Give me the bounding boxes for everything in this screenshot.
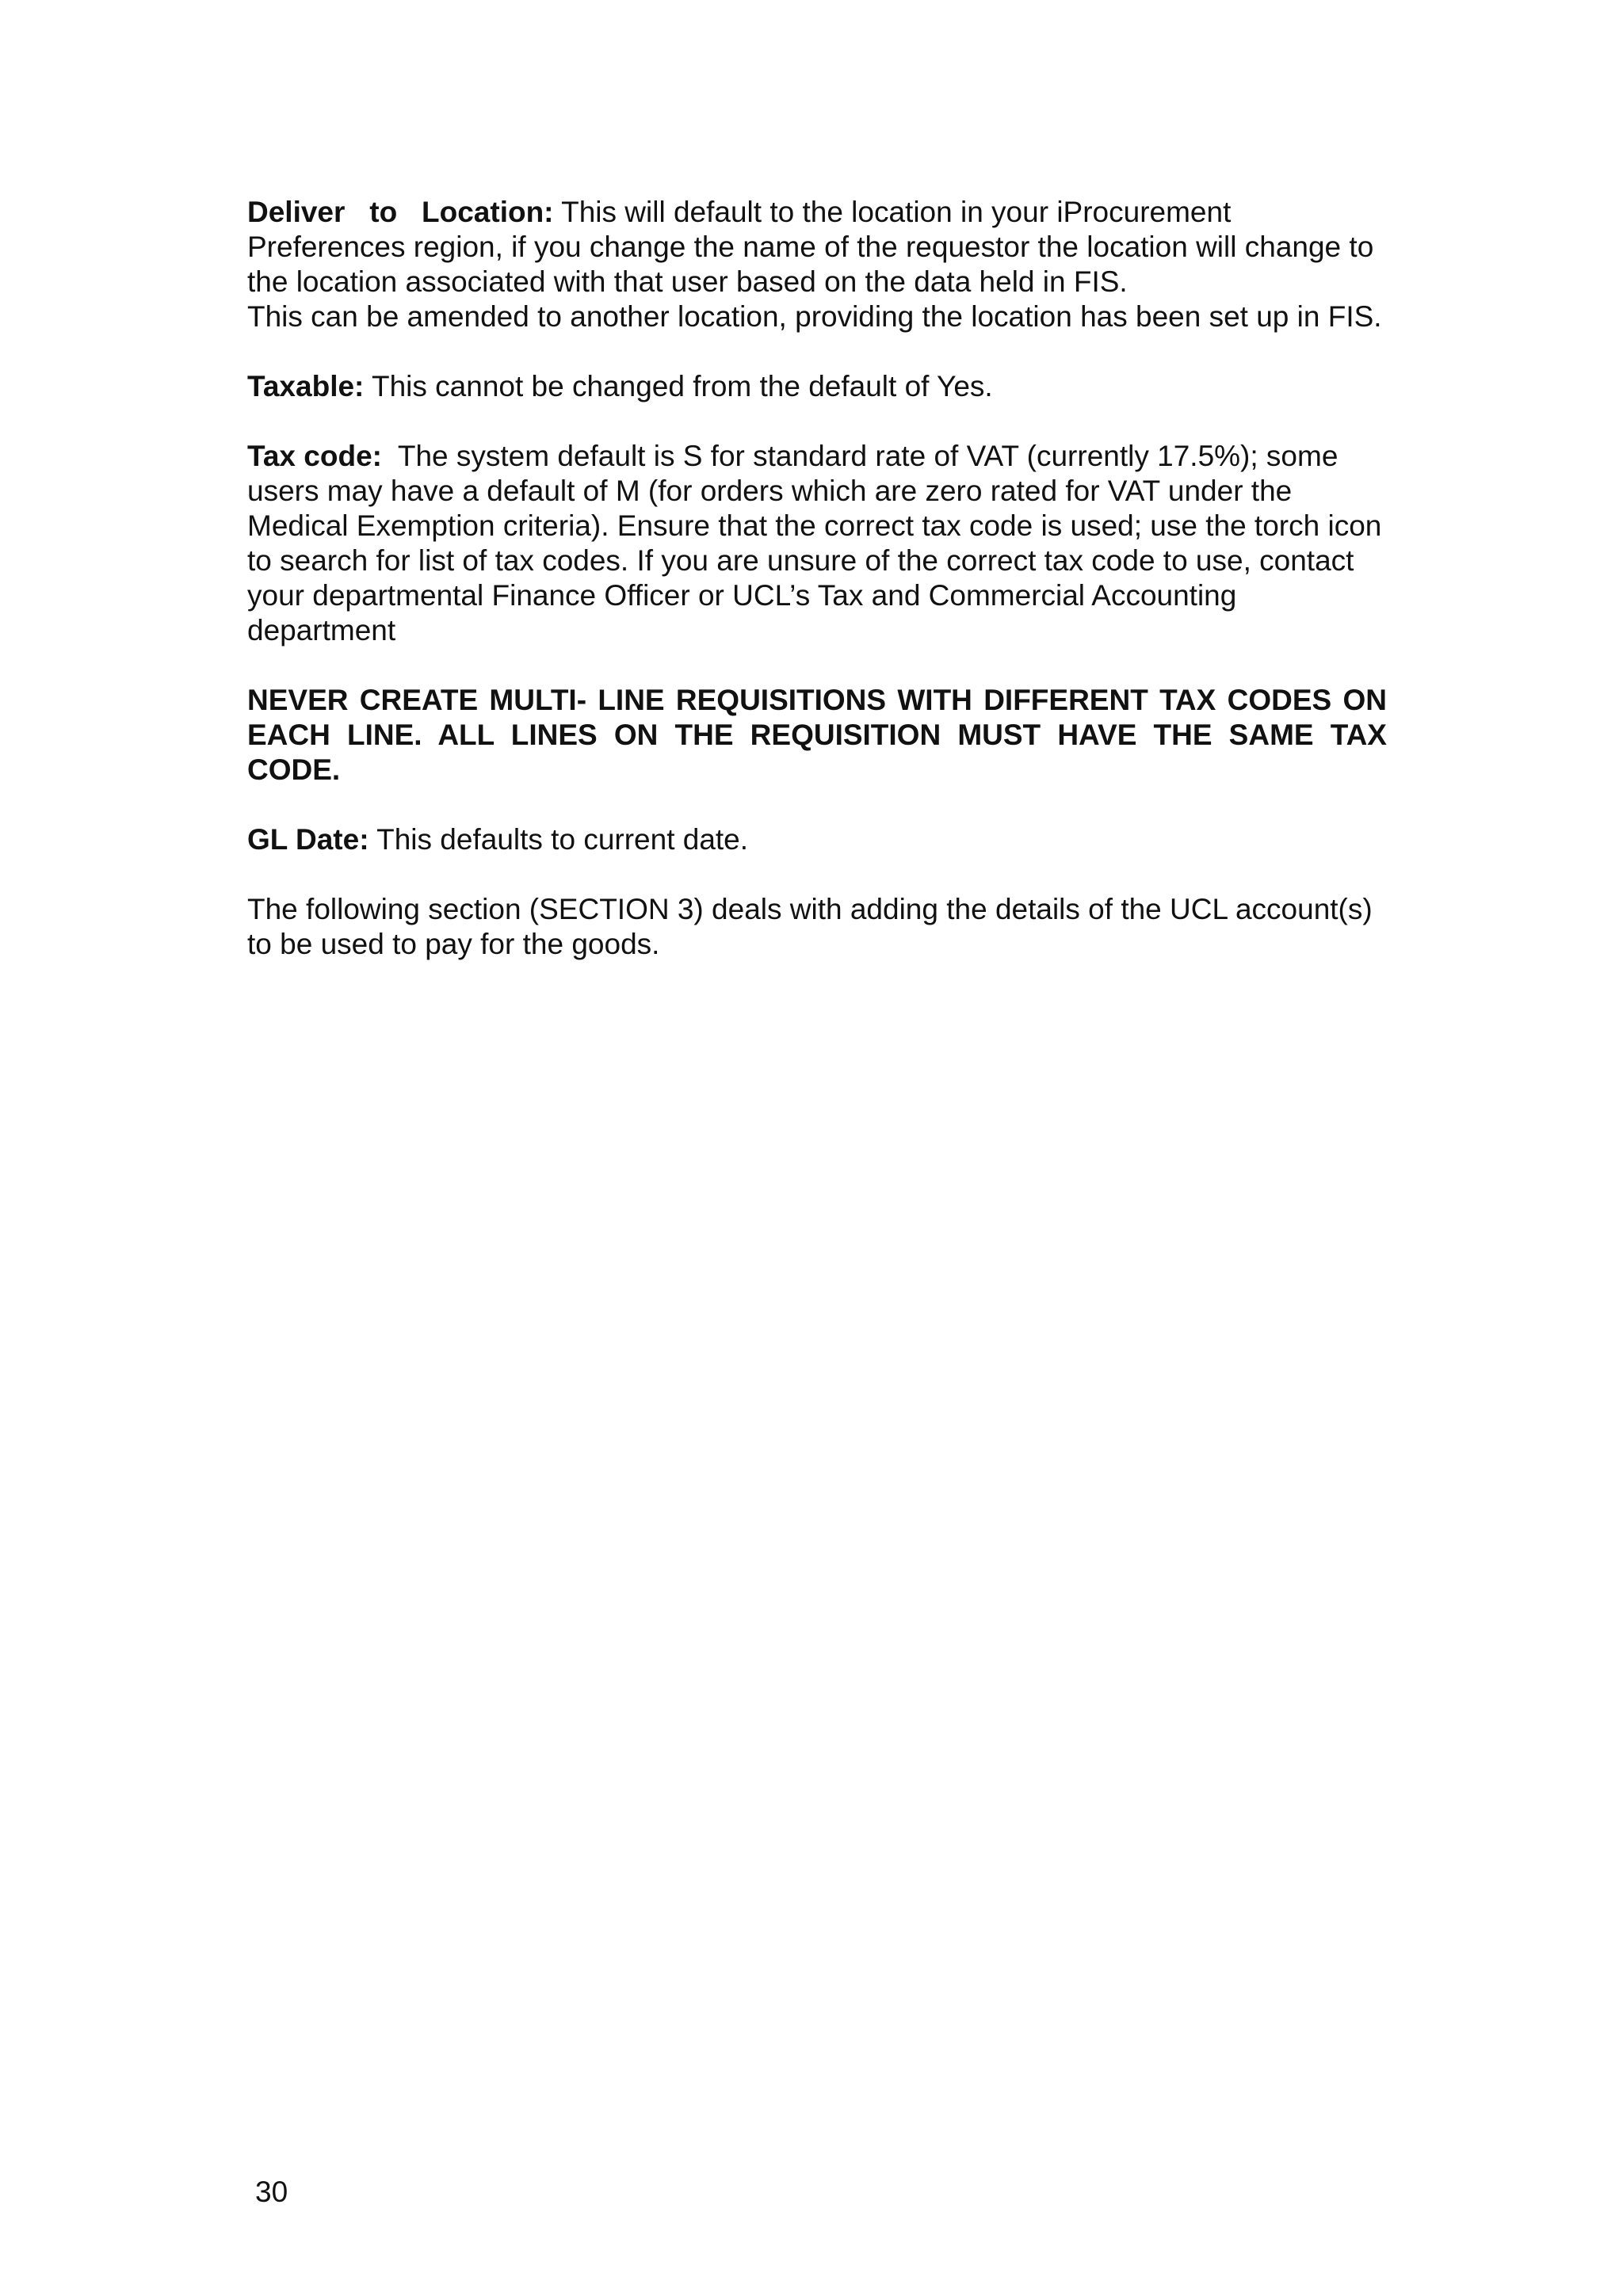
tax-code-label: Tax code: [247,440,382,472]
tax-code-paragraph [247,439,1390,648]
taxable-label: Taxable: [247,370,365,402]
taxable-text: This cannot be changed from the default of Yes. [364,370,993,402]
gl-date-paragraph [247,822,1387,857]
page-number: 30 [255,2176,288,2208]
deliver-to-location-text: This will default to the location in your iProcurement Preferences region, if you change the name of the requestor the location will change to the location associated with that user based on the data held in FIS. [247,196,1374,298]
taxable-paragraph [247,369,1387,404]
following-section-paragraph: The following section (SECTION 3) deals with adding the details of the UCL account(s) to be used to pay for the goods. [247,893,1373,960]
deliver-to-location-paragraph [247,195,1387,334]
tax-code-text: The system default is S for standard rate of VAT (currently 17.5%); some users may have a default of M (for orders which are zero rated for VAT under the Medical Exemption criteria). Ensure that the correct tax code is used; use the torch icon to search for list of tax codes. If you are unsure of the correct tax code to use, contact your departmental Finance Officer or UCL’s Tax and Commercial Accounting department [247,440,1390,646]
document-body [247,195,1390,997]
deliver-to-location-amend-text: This can be amended to another location, providing the location has been set up in FIS. [247,300,1382,333]
deliver-to-location-label: Deliver to Location: [247,196,554,228]
gl-date-label: GL Date: [247,823,369,856]
tax-code-warning: NEVER CREATE MULTI- LINE REQUISITIONS WITH DIFFERENT TAX CODES ON EACH LINE. ALL LINES ON THE REQUISITION MUST HAVE THE SAME TAX CODE. [247,684,1387,786]
gl-date-text: This defaults to current date. [369,823,749,856]
